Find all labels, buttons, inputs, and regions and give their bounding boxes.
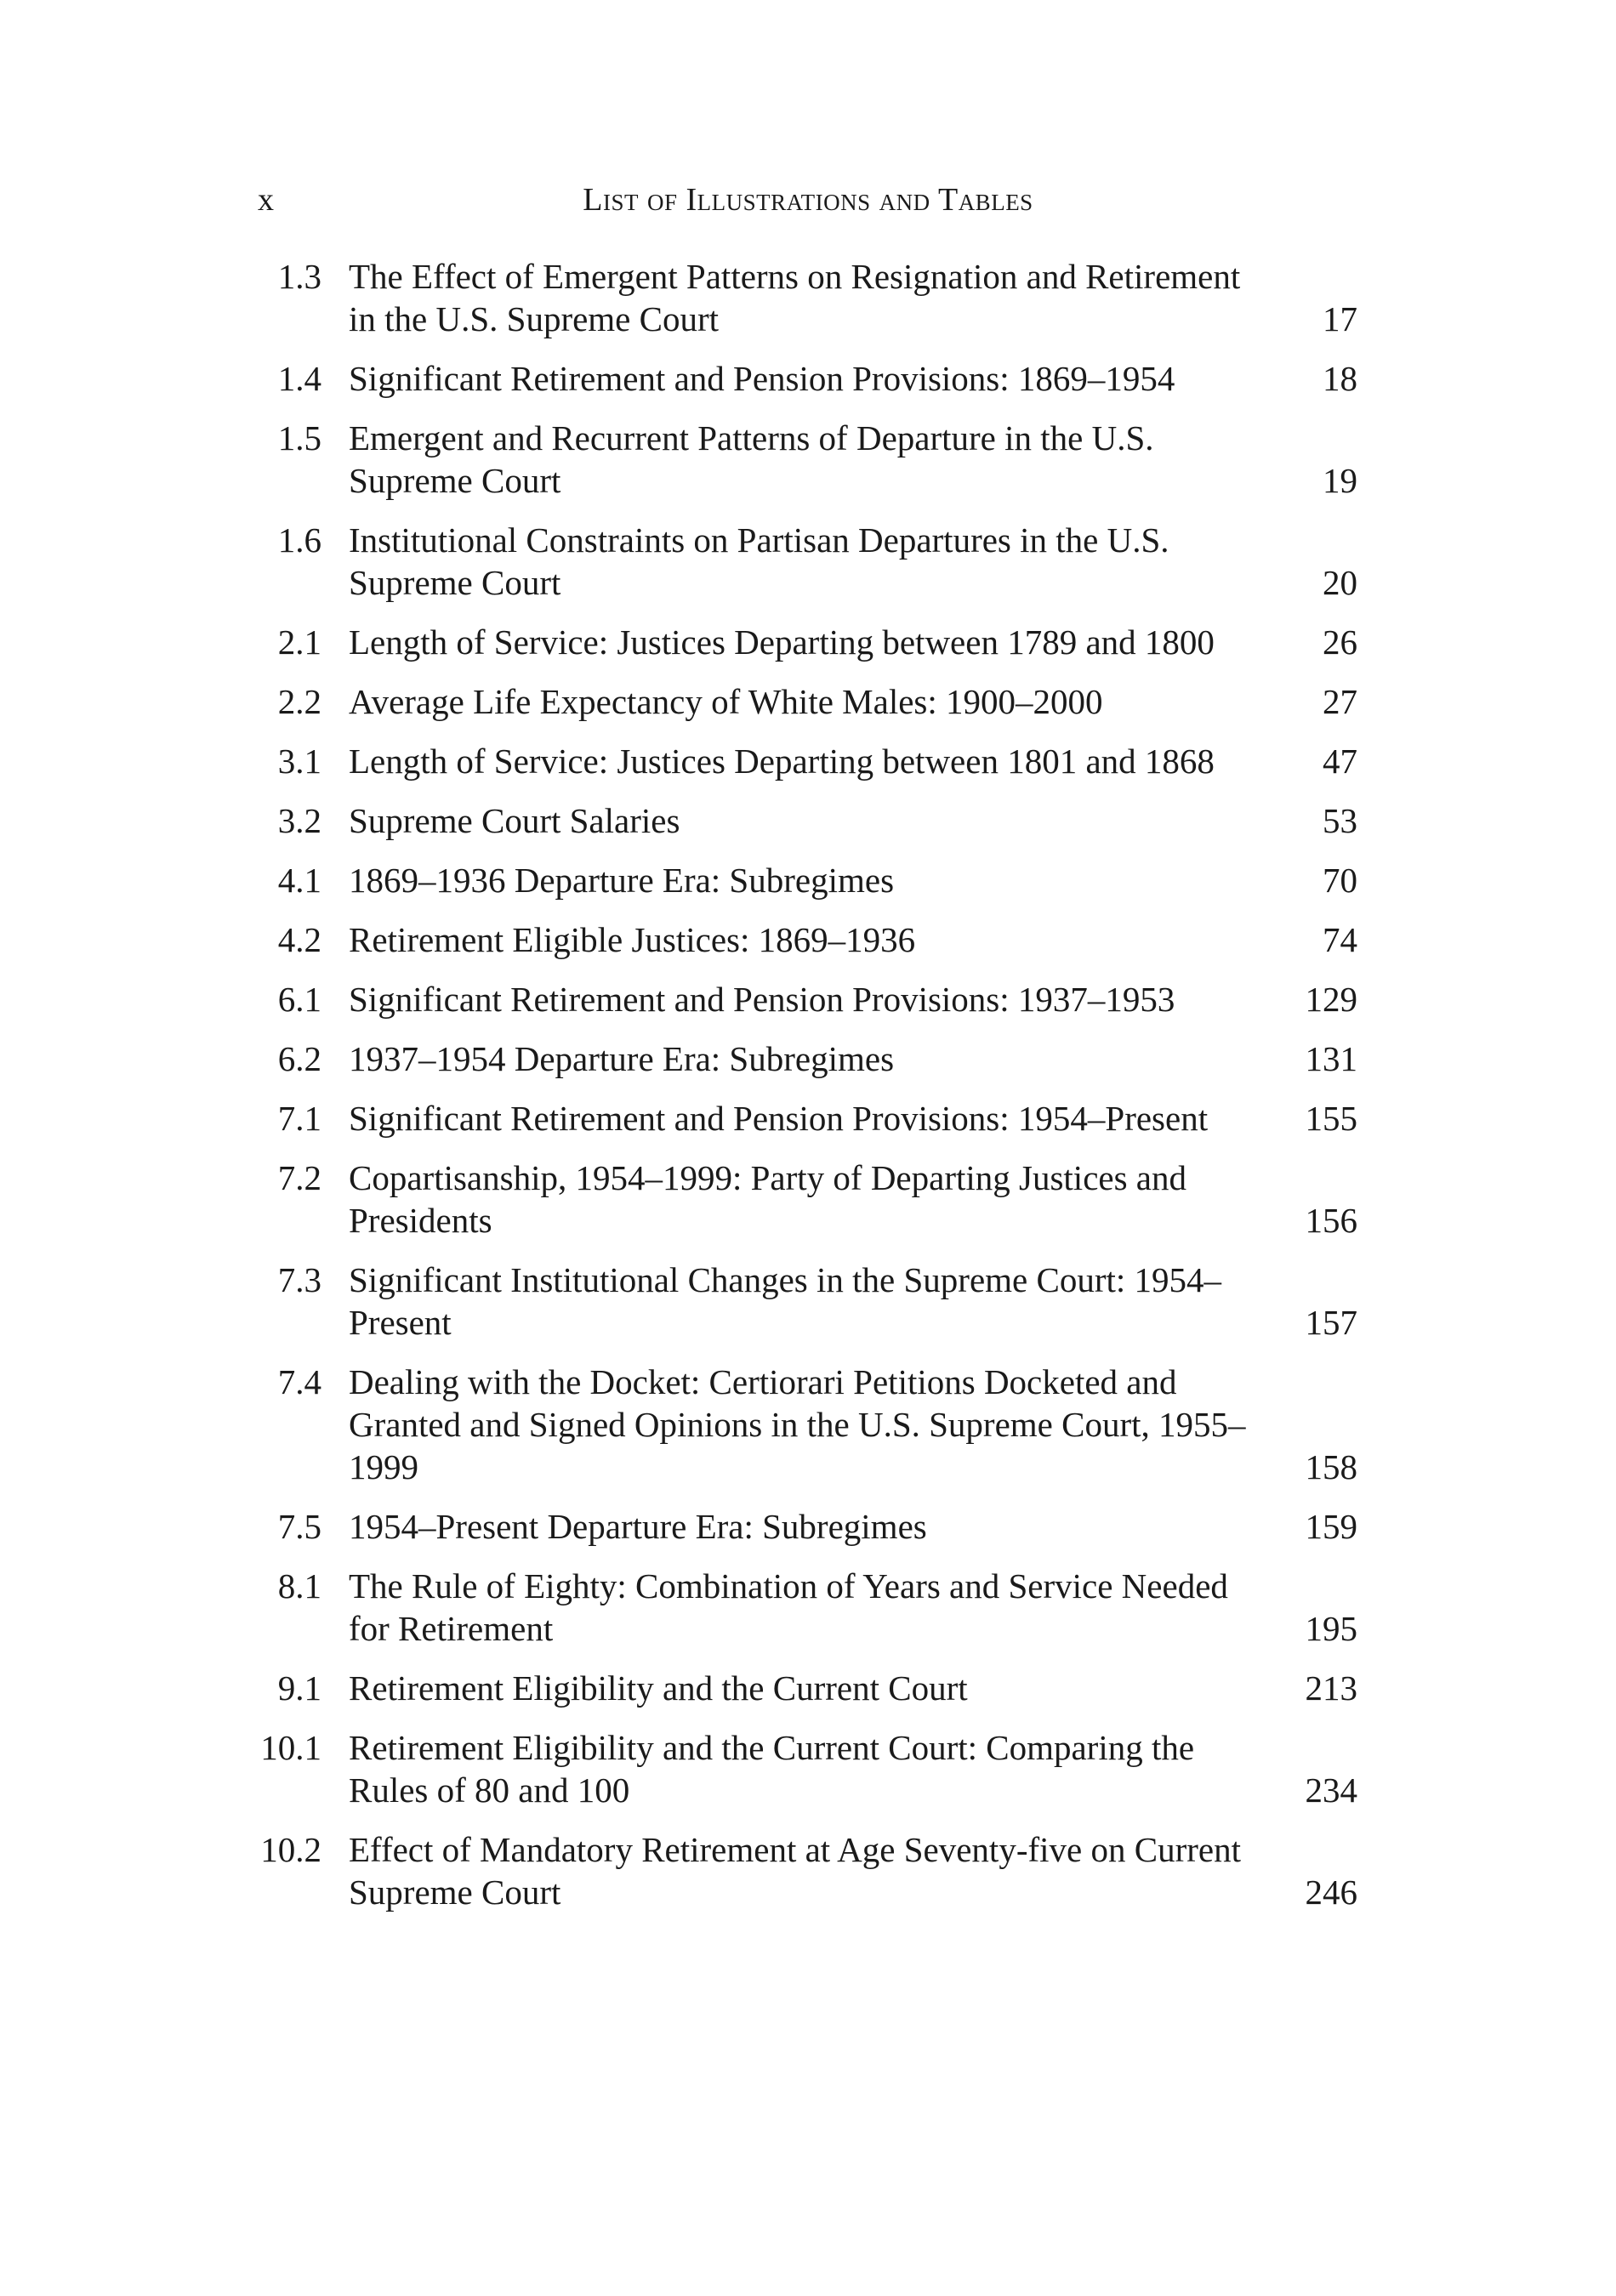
- list-entry: [0, 1667, 1616, 1709]
- entry-page-number: 47: [1323, 742, 1357, 781]
- list-entry: [0, 1157, 1616, 1242]
- running-title: List of Illustrations and Tables: [583, 182, 1033, 218]
- entry-title: Emergent and Recurrent Patterns of Departure in the U.S. Supreme Court: [349, 418, 1154, 500]
- list-entry: [0, 519, 1616, 604]
- entry-page-number: 17: [1323, 299, 1357, 338]
- entry-title: Retirement Eligibility and the Current Court: Comparing the Rules of 80 and 100: [349, 1728, 1195, 1810]
- list-entry: [0, 1259, 1616, 1344]
- entry-title: The Effect of Emergent Patterns on Resignation and Retirement in the U.S. Supreme Court: [349, 257, 1241, 338]
- entry-number: 7.4: [277, 1362, 321, 1401]
- entry-page-number: 74: [1323, 920, 1357, 959]
- list-entry: [0, 357, 1616, 400]
- entry-page-number: 159: [1305, 1507, 1357, 1546]
- entry-title: 1954–Present Departure Era: Subregimes: [349, 1507, 927, 1546]
- entry-number: 3.1: [277, 742, 321, 781]
- list-entry: [0, 859, 1616, 901]
- entry-number: 2.2: [277, 682, 321, 721]
- entry-page-number: 19: [1323, 461, 1357, 500]
- entry-number: 1.5: [277, 418, 321, 457]
- entry-page-number: 195: [1305, 1609, 1357, 1648]
- entry-title: Significant Institutional Changes in the Supreme Court: 1954–Present: [349, 1260, 1222, 1342]
- entry-title: Average Life Expectancy of White Males: 1900–2000: [349, 682, 1103, 721]
- list-entry: [0, 680, 1616, 723]
- entry-title: Institutional Constraints on Partisan Departures in the U.S. Supreme Court: [349, 520, 1169, 602]
- entry-page-number: 18: [1323, 359, 1357, 398]
- list-entry: [0, 1565, 1616, 1650]
- list-entry: [0, 621, 1616, 663]
- entry-title: Supreme Court Salaries: [349, 801, 680, 840]
- entry-number: 7.2: [277, 1158, 321, 1197]
- entry-title: Length of Service: Justices Departing between 1801 and 1868: [349, 742, 1215, 781]
- entry-number: 1.3: [277, 257, 321, 296]
- list-entry: [0, 918, 1616, 961]
- entry-page-number: 213: [1305, 1668, 1357, 1708]
- entry-page-number: 26: [1323, 622, 1357, 662]
- list-entry: [0, 1097, 1616, 1139]
- entry-number: 10.1: [260, 1728, 321, 1767]
- list-entry: [0, 1828, 1616, 1913]
- entry-page-number: 131: [1305, 1039, 1357, 1078]
- entry-number: 9.1: [277, 1668, 321, 1708]
- list-entry: [0, 417, 1616, 502]
- entry-number: 1.6: [277, 520, 321, 560]
- entry-number: 2.1: [277, 622, 321, 662]
- entry-title: 1869–1936 Departure Era: Subregimes: [349, 861, 895, 900]
- entry-title: Length of Service: Justices Departing between 1789 and 1800: [349, 622, 1215, 662]
- entry-number: 7.3: [277, 1260, 321, 1299]
- entry-title: Significant Retirement and Pension Provisions: 1869–1954: [349, 359, 1175, 398]
- entry-page-number: 27: [1323, 682, 1357, 721]
- list-entry: [0, 799, 1616, 842]
- entry-title: Dealing with the Docket: Certiorari Petitions Docketed and Granted and Signed Opinions in the U.S. Supreme Court, 1955–1999: [349, 1362, 1246, 1486]
- list-entry: [0, 740, 1616, 782]
- entry-title: The Rule of Eighty: Combination of Years and Service Needed for Retirement: [349, 1566, 1228, 1648]
- entry-number: 7.5: [277, 1507, 321, 1546]
- entry-title: Significant Retirement and Pension Provisions: 1954–Present: [349, 1099, 1209, 1138]
- list-entry: [0, 978, 1616, 1020]
- illustrations-list: [0, 255, 1616, 1930]
- entry-number: 1.4: [277, 359, 321, 398]
- entry-page-number: 155: [1305, 1099, 1357, 1138]
- entry-page-number: 20: [1323, 563, 1357, 602]
- page-number: x: [258, 182, 274, 218]
- entry-number: 8.1: [277, 1566, 321, 1605]
- entry-number: 4.2: [277, 920, 321, 959]
- entry-number: 10.2: [260, 1830, 321, 1869]
- entry-page-number: 246: [1305, 1873, 1357, 1912]
- entry-page-number: 157: [1305, 1303, 1357, 1342]
- entry-title: 1937–1954 Departure Era: Subregimes: [349, 1039, 895, 1078]
- list-entry: [0, 255, 1616, 340]
- entry-page-number: 158: [1305, 1447, 1357, 1486]
- entry-title: Effect of Mandatory Retirement at Age Seventy-five on Current Supreme Court: [349, 1830, 1241, 1912]
- entry-number: 3.2: [277, 801, 321, 840]
- entry-page-number: 129: [1305, 980, 1357, 1019]
- entry-page-number: 156: [1305, 1201, 1357, 1240]
- entry-number: 6.2: [277, 1039, 321, 1078]
- list-entry: [0, 1726, 1616, 1811]
- entry-page-number: 53: [1323, 801, 1357, 840]
- entry-number: 7.1: [277, 1099, 321, 1138]
- list-entry: [0, 1037, 1616, 1080]
- entry-title: Retirement Eligibility and the Current Court: [349, 1668, 968, 1708]
- entry-title: Significant Retirement and Pension Provisions: 1937–1953: [349, 980, 1175, 1019]
- running-head: [0, 174, 1616, 225]
- list-entry: [0, 1505, 1616, 1548]
- entry-number: 4.1: [277, 861, 321, 900]
- list-entry: [0, 1361, 1616, 1488]
- entry-title: Retirement Eligible Justices: 1869–1936: [349, 920, 916, 959]
- entry-page-number: 70: [1323, 861, 1357, 900]
- entry-title: Copartisanship, 1954–1999: Party of Departing Justices and Presidents: [349, 1158, 1187, 1240]
- entry-page-number: 234: [1305, 1770, 1357, 1810]
- entry-number: 6.1: [277, 980, 321, 1019]
